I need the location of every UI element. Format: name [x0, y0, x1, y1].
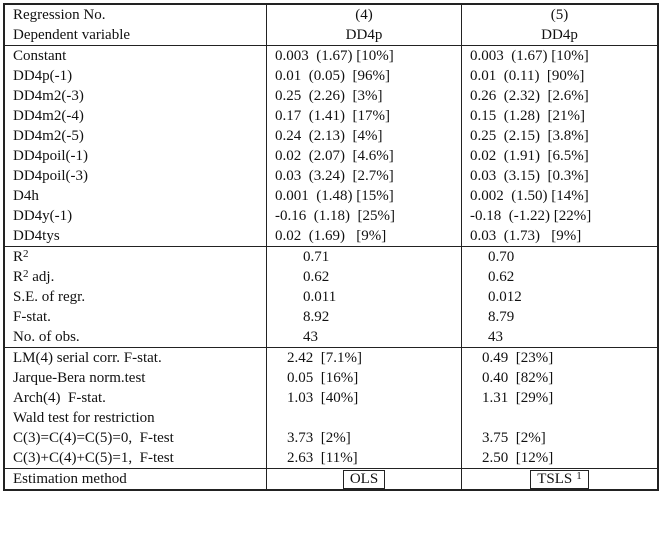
coefficient-row — [4, 106, 658, 126]
col4-value: 0.001 (1.48) [15%] — [267, 186, 462, 206]
col4-value: 0.24 (2.13) [4%] — [267, 126, 462, 146]
statistic-name-text: F-stat. — [13, 309, 51, 325]
dependent-label: Dependent variable — [4, 25, 267, 46]
fit-statistic-row — [4, 307, 658, 327]
col4-method — [267, 469, 462, 491]
statistic-name-text: No. of obs. — [13, 329, 80, 345]
variable-name: DD4m2(-5) — [4, 126, 267, 146]
regression-table — [3, 3, 659, 491]
col4-value: 0.05 [16%] — [267, 368, 462, 388]
coefficient-row — [4, 186, 658, 206]
statistic-name-text: R — [13, 249, 24, 265]
col5-value: -0.18 (-1.22) [22%] — [462, 206, 659, 226]
col5-value — [462, 408, 659, 428]
coefficient-row — [4, 86, 658, 106]
col4-value: 43 — [267, 327, 462, 348]
regression-label: Regression No. — [4, 4, 267, 25]
estimation-method-row — [4, 469, 658, 491]
variable-name: DD4tys — [4, 226, 267, 247]
col4-dependent: DD4p — [267, 25, 462, 46]
col5-value: 0.25 (2.15) [3.8%] — [462, 126, 659, 146]
statistic-name — [4, 307, 267, 327]
col5-method — [462, 469, 659, 491]
test-name: Jarque-Bera norm.test — [4, 368, 267, 388]
col5-dependent: DD4p — [462, 25, 659, 46]
fit-statistic-row — [4, 247, 658, 268]
col4-value: -0.16 (1.18) [25%] — [267, 206, 462, 226]
coefficient-row — [4, 46, 658, 67]
col4-value: 0.03 (3.24) [2.7%] — [267, 166, 462, 186]
col5-value: 1.31 [29%] — [462, 388, 659, 408]
col5-value: 8.79 — [462, 307, 659, 327]
coefficient-row — [4, 226, 658, 247]
col5-value: 0.03 (1.73) [9%] — [462, 226, 659, 247]
col5-value: 0.62 — [462, 267, 659, 287]
col4-value: 0.17 (1.41) [17%] — [267, 106, 462, 126]
variable-name: DD4m2(-3) — [4, 86, 267, 106]
variable-name: D4h — [4, 186, 267, 206]
diagnostic-test-row — [4, 368, 658, 388]
col5-value: 3.75 [2%] — [462, 428, 659, 448]
statistic-name-suffix: adj. — [28, 269, 55, 285]
col5-value: 0.01 (0.11) [90%] — [462, 66, 659, 86]
footnote-marker: 1 — [576, 470, 582, 482]
col4-value: 2.42 [7.1%] — [267, 348, 462, 369]
col5-value: 0.003 (1.67) [10%] — [462, 46, 659, 67]
col5-value: 0.15 (1.28) [21%] — [462, 106, 659, 126]
col4-value: 2.63 [11%] — [267, 448, 462, 469]
superscript: 2 — [23, 248, 29, 260]
regression-table-container — [3, 3, 659, 491]
diagnostic-test-row — [4, 388, 658, 408]
test-name: LM(4) serial corr. F-stat. — [4, 348, 267, 369]
diagnostic-test-row — [4, 348, 658, 369]
statistic-name — [4, 247, 267, 268]
coefficient-row — [4, 146, 658, 166]
col4-value: 8.92 — [267, 307, 462, 327]
col5-number: (5) — [462, 4, 659, 25]
variable-name: DD4p(-1) — [4, 66, 267, 86]
header-row-regression — [4, 4, 658, 25]
test-name: C(3)=C(4)=C(5)=0, F-test — [4, 428, 267, 448]
variable-name: DD4y(-1) — [4, 206, 267, 226]
col5-value: 0.002 (1.50) [14%] — [462, 186, 659, 206]
coefficient-row — [4, 206, 658, 226]
col4-value: 0.003 (1.67) [10%] — [267, 46, 462, 67]
diagnostic-test-row — [4, 428, 658, 448]
fit-statistic-row — [4, 327, 658, 348]
col5-value: 2.50 [12%] — [462, 448, 659, 469]
statistic-name — [4, 327, 267, 348]
col4-number: (4) — [267, 4, 462, 25]
col5-value: 0.03 (3.15) [0.3%] — [462, 166, 659, 186]
col5-value: 0.02 (1.91) [6.5%] — [462, 146, 659, 166]
col5-value: 0.40 [82%] — [462, 368, 659, 388]
test-name: C(3)+C(4)+C(5)=1, F-test — [4, 448, 267, 469]
variable-name: DD4m2(-4) — [4, 106, 267, 126]
diagnostic-test-row — [4, 408, 658, 428]
col4-value: 0.01 (0.05) [96%] — [267, 66, 462, 86]
col4-value: 0.25 (2.26) [3%] — [267, 86, 462, 106]
fit-statistic-row — [4, 287, 658, 307]
col4-value: 0.71 — [267, 247, 462, 268]
statistic-name-text: R — [13, 269, 24, 285]
col4-value: 1.03 [40%] — [267, 388, 462, 408]
col4-value: 0.02 (1.69) [9%] — [267, 226, 462, 247]
col5-value: 43 — [462, 327, 659, 348]
coefficient-row — [4, 166, 658, 186]
tsls-method-text: TSLS — [537, 471, 573, 487]
coefficient-row — [4, 126, 658, 146]
header-row-dependent — [4, 25, 658, 46]
tsls-method-box — [530, 470, 589, 489]
variable-name: Constant — [4, 46, 267, 67]
fit-statistic-row — [4, 267, 658, 287]
col4-value: 0.011 — [267, 287, 462, 307]
superscript: 2 — [23, 268, 29, 280]
test-name: Arch(4) F-stat. — [4, 388, 267, 408]
variable-name: DD4poil(-1) — [4, 146, 267, 166]
statistic-name — [4, 267, 267, 287]
statistic-name — [4, 287, 267, 307]
col4-value: 0.62 — [267, 267, 462, 287]
estimation-label: Estimation method — [4, 469, 267, 491]
col5-value: 0.26 (2.32) [2.6%] — [462, 86, 659, 106]
col4-value — [267, 408, 462, 428]
col4-value: 0.02 (2.07) [4.6%] — [267, 146, 462, 166]
col5-value: 0.70 — [462, 247, 659, 268]
ols-method-box: OLS — [343, 470, 385, 489]
diagnostic-test-row — [4, 448, 658, 469]
variable-name: DD4poil(-3) — [4, 166, 267, 186]
col5-value: 0.012 — [462, 287, 659, 307]
test-name: Wald test for restriction — [4, 408, 267, 428]
col5-value: 0.49 [23%] — [462, 348, 659, 369]
statistic-name-text: S.E. of regr. — [13, 289, 86, 305]
coefficient-row — [4, 66, 658, 86]
col4-value: 3.73 [2%] — [267, 428, 462, 448]
